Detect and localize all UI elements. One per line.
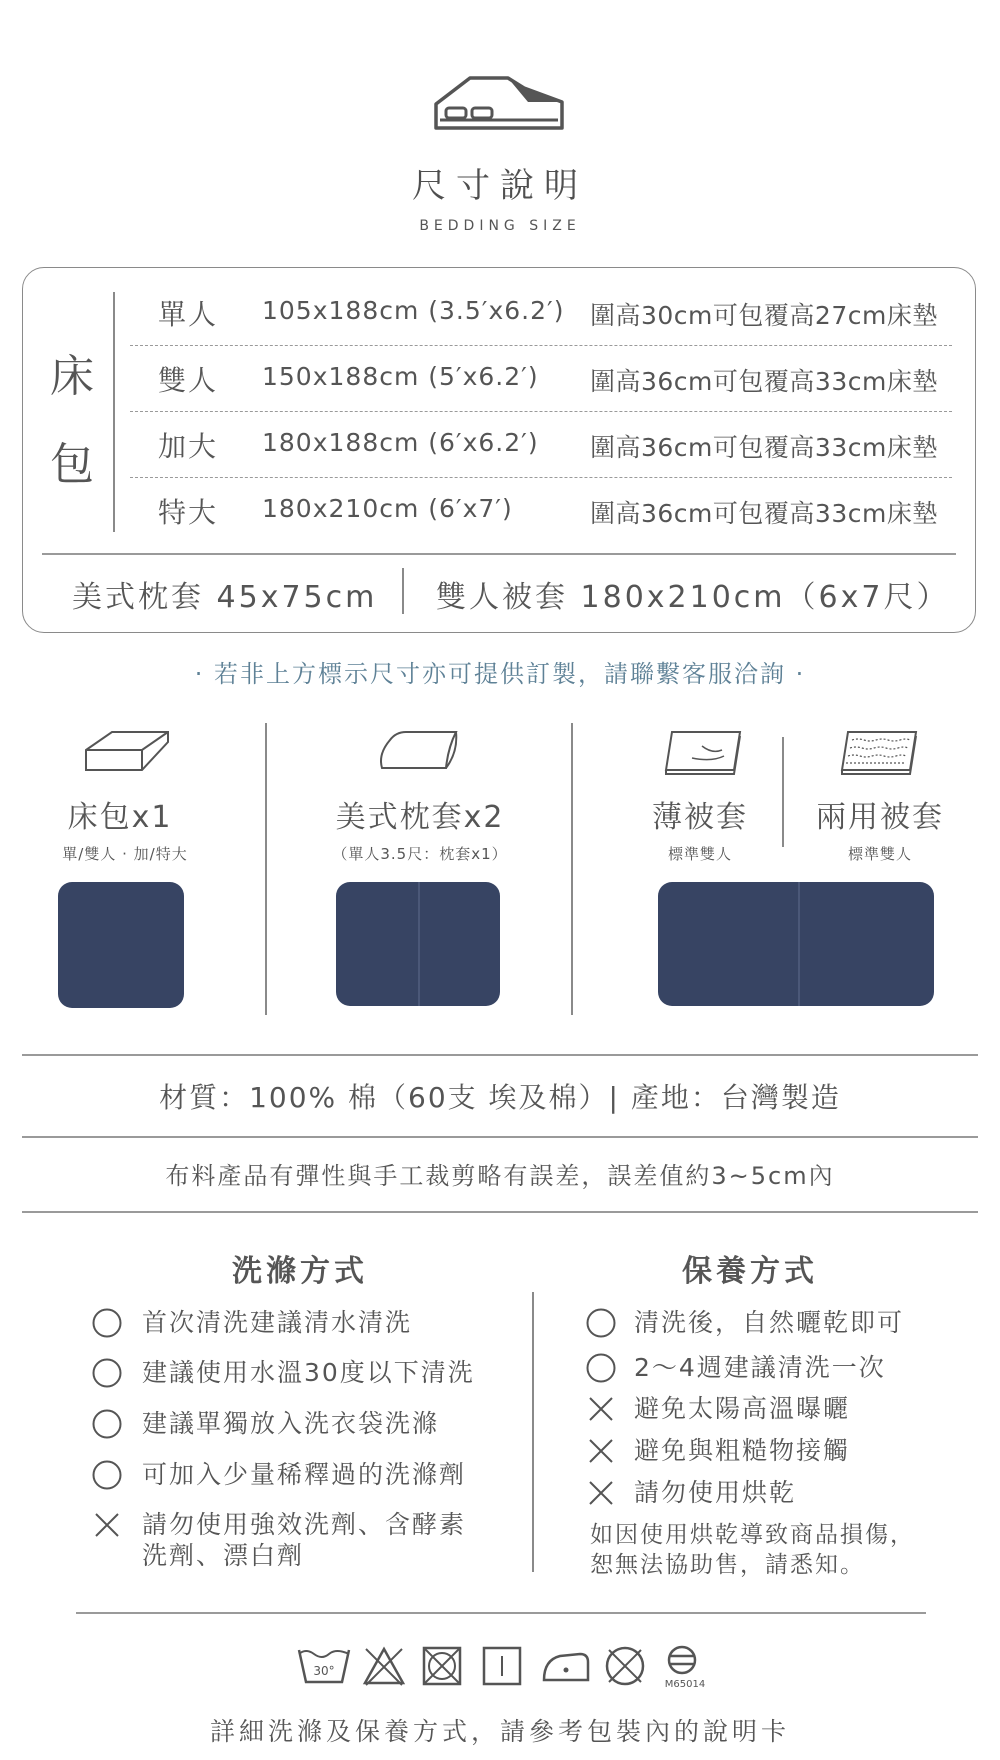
footer-note: 詳細洗滌及保養方式，請參考包裝內的說明卡 <box>209 1717 790 1746</box>
row-name-double: 雙人 <box>158 364 219 397</box>
wash-30-icon <box>296 1646 352 1686</box>
row-name-queen: 加大 <box>158 430 219 463</box>
bed-house-icon <box>432 74 568 132</box>
cross-icon <box>588 1480 614 1506</box>
product-title-thin-quilt: 薄被套 <box>652 800 748 835</box>
page-title: 尺寸說明 <box>412 166 588 206</box>
washing-item: 建議使用水溫30度以下清洗 <box>142 1358 475 1387</box>
duvet-size: 雙人被套 180x210cm（6x7尺） <box>436 580 950 615</box>
dual-quilt-icon <box>838 728 920 776</box>
product-title-pillowcase: 美式枕套x2 <box>335 800 505 835</box>
washing-care-divider <box>532 1292 534 1572</box>
pillow-icon <box>376 728 460 774</box>
swatch-seam <box>418 882 420 1006</box>
product-sub-pillowcase: （單人3.5尺：枕套x1） <box>332 845 508 863</box>
section-divider <box>76 1612 926 1614</box>
no-tumble-dry-icon <box>422 1646 462 1686</box>
custom-size-note: · 若非上方標示尺寸亦可提供訂製，請聯繫客服洽詢 · <box>194 660 806 688</box>
swatch-seam <box>798 882 800 1006</box>
circle-icon <box>586 1353 616 1383</box>
size-tolerance: 布料產品有彈性與手工裁剪略有誤差，誤差值約3~5cm內 <box>165 1162 835 1190</box>
row-note-single: 圍高30cm可包覆高27cm床墊 <box>590 301 938 330</box>
cert-code: M65014 <box>664 1679 706 1690</box>
material-origin: 材質：100% 棉（60支 埃及棉）| 產地：台灣製造 <box>159 1081 841 1114</box>
washing-item: 請勿使用強效洗劑、含酵素 <box>142 1510 467 1539</box>
circle-icon <box>92 1409 122 1439</box>
product-divider <box>265 723 267 1015</box>
wash-temp-label: 30° <box>313 1664 335 1678</box>
row-note-king: 圍高36cm可包覆高33cm床墊 <box>590 499 938 528</box>
product-sub-dual-quilt: 標準雙人 <box>847 845 912 863</box>
color-swatch <box>58 882 184 1008</box>
fitted-sheet-label-1: 床 <box>50 351 94 402</box>
color-swatch <box>658 882 934 1006</box>
product-title-dual-quilt: 兩用被套 <box>816 800 944 835</box>
cross-icon <box>588 1438 614 1464</box>
cross-icon <box>94 1512 120 1538</box>
row-name-single: 單人 <box>158 298 219 331</box>
page-subtitle: BEDDING SIZE <box>419 218 581 234</box>
circle-icon <box>92 1358 122 1388</box>
care-item: 避免太陽高溫曝曬 <box>634 1394 851 1423</box>
row-note-queen: 圍高36cm可包覆高33cm床墊 <box>590 433 938 462</box>
no-dry-clean-icon <box>604 1645 646 1687</box>
row-separator <box>130 477 952 478</box>
thin-quilt-icon <box>662 728 744 776</box>
product-sub-fitted-sheet: 單/雙人 · 加/特大 <box>62 845 188 863</box>
fitted-sheet-icon <box>82 728 172 776</box>
circle-icon <box>92 1460 122 1490</box>
row-name-king: 特大 <box>158 496 219 529</box>
row-size-single: 105x188cm (3.5′x6.2′) <box>262 296 565 325</box>
care-title: 保養方式 <box>682 1254 818 1289</box>
no-bleach-icon <box>362 1645 406 1687</box>
line-dry-icon <box>482 1646 522 1686</box>
certification-icon <box>660 1644 710 1690</box>
cross-icon <box>588 1396 614 1422</box>
bottom-divider <box>402 568 404 614</box>
circle-icon <box>92 1308 122 1338</box>
product-divider <box>782 737 784 847</box>
fitted-sheet-label-2: 包 <box>50 439 94 490</box>
row-separator <box>130 411 952 412</box>
iron-low-icon <box>540 1648 592 1684</box>
row-note-double: 圍高36cm可包覆高33cm床墊 <box>590 367 938 396</box>
pillowcase-size: 美式枕套 45x75cm <box>72 580 378 615</box>
care-item: 清洗後，自然曬乾即可 <box>634 1308 905 1337</box>
washing-title: 洗滌方式 <box>232 1254 368 1289</box>
care-item: 避免與粗糙物接觸 <box>634 1436 851 1465</box>
washing-item-continued: 洗劑、漂白劑 <box>142 1541 305 1570</box>
row-size-double: 150x188cm (5′x6.2′) <box>262 362 539 391</box>
section-divider <box>22 1054 978 1056</box>
care-item: 2～4週建議清洗一次 <box>634 1353 886 1382</box>
care-note: 恕無法協助售，請悉知。 <box>590 1552 865 1578</box>
table-bottom-divider <box>42 553 956 555</box>
row-separator <box>130 345 952 346</box>
section-divider <box>22 1136 978 1138</box>
product-sub-thin-quilt: 標準雙人 <box>667 845 732 863</box>
section-divider <box>22 1211 978 1213</box>
product-divider <box>571 723 573 1015</box>
product-title-fitted-sheet: 床包x1 <box>67 800 173 835</box>
care-item: 請勿使用烘乾 <box>634 1478 797 1507</box>
table-divider <box>113 292 115 532</box>
washing-item: 可加入少量稀釋過的洗滌劑 <box>142 1460 467 1489</box>
washing-item: 建議單獨放入洗衣袋洗滌 <box>142 1409 440 1438</box>
care-note: 如因使用烘乾導致商品損傷， <box>590 1522 915 1548</box>
row-size-queen: 180x188cm (6′x6.2′) <box>262 428 539 457</box>
washing-item: 首次清洗建議清水清洗 <box>142 1308 413 1337</box>
row-size-king: 180x210cm (6′x7′) <box>262 494 513 523</box>
circle-icon <box>586 1308 616 1338</box>
